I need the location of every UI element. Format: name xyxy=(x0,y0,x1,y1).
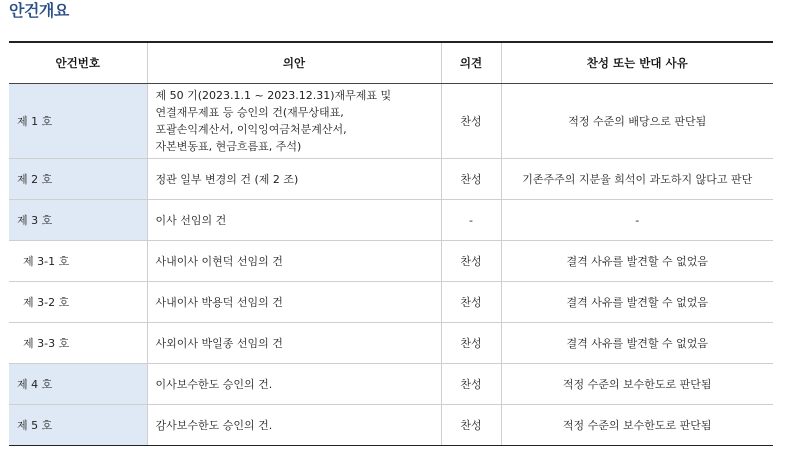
agenda-number: 제 1 호 xyxy=(9,84,147,159)
agenda-title-line: 연결재무제표 등 승인의 건(재무상태표, xyxy=(155,106,344,119)
header-agenda: 의안 xyxy=(147,42,441,84)
agenda-title: 사내이사 이현덕 선임의 건 xyxy=(147,241,441,282)
header-number: 안건번호 xyxy=(9,42,147,84)
agenda-opinion: 찬성 xyxy=(441,323,501,364)
agenda-title-line: 포괄손익계산서, 이익잉여금처분계산서, xyxy=(155,123,347,136)
agenda-title: 이사 선임의 건 xyxy=(147,200,441,241)
agenda-number: 제 3 호 xyxy=(9,200,147,241)
agenda-opinion: 찬성 xyxy=(441,364,501,405)
agenda-number: 제 2 호 xyxy=(9,159,147,200)
table-header-row xyxy=(9,42,773,84)
agenda-reason: 결격 사유를 발견할 수 없었음 xyxy=(501,323,773,364)
agenda-title: 이사보수한도 승인의 건. xyxy=(147,364,441,405)
header-opinion: 의견 xyxy=(441,42,501,84)
table-row-3-2 xyxy=(9,282,773,323)
agenda-opinion: 찬성 xyxy=(441,282,501,323)
agenda-table xyxy=(9,41,773,446)
agenda-number: 제 5 호 xyxy=(9,405,147,446)
agenda-title: 정관 일부 변경의 건 (제 2 조) xyxy=(147,159,441,200)
agenda-reason: - xyxy=(501,200,773,241)
agenda-reason: 적정 수준의 배당으로 판단됨 xyxy=(501,84,773,159)
agenda-title: 사내이사 박용덕 선임의 건 xyxy=(147,282,441,323)
agenda-opinion: 찬성 xyxy=(441,241,501,282)
table-row-4 xyxy=(9,364,773,405)
agenda-reason: 적정 수준의 보수한도로 판단됨 xyxy=(501,405,773,446)
agenda-number: 제 4 호 xyxy=(9,364,147,405)
agenda-opinion: 찬성 xyxy=(441,84,501,159)
agenda-reason: 적정 수준의 보수한도로 판단됨 xyxy=(501,364,773,405)
agenda-reason: 결격 사유를 발견할 수 없었음 xyxy=(501,241,773,282)
agenda-title xyxy=(147,84,441,159)
agenda-reason: 결격 사유를 발견할 수 없었음 xyxy=(501,282,773,323)
agenda-opinion: 찬성 xyxy=(441,159,501,200)
agenda-number: 제 3-1 호 xyxy=(9,241,147,282)
agenda-title: 사외이사 박일종 선임의 건 xyxy=(147,323,441,364)
table-row-3-1 xyxy=(9,241,773,282)
table-row-3-3 xyxy=(9,323,773,364)
agenda-number: 제 3-3 호 xyxy=(9,323,147,364)
table-row-5 xyxy=(9,405,773,446)
agenda-opinion: - xyxy=(441,200,501,241)
table-row-2 xyxy=(9,159,773,200)
table-row-3 xyxy=(9,200,773,241)
agenda-number: 제 3-2 호 xyxy=(9,282,147,323)
agenda-title-line: 자본변동표, 현금흐름표, 주석) xyxy=(155,140,302,153)
header-reason: 찬성 또는 반대 사유 xyxy=(501,42,773,84)
section-title: 안건개요 xyxy=(9,1,69,20)
agenda-title-line: 제 50 기(2023.1.1 ~ 2023.12.31)재무제표 및 xyxy=(155,89,392,102)
agenda-title: 감사보수한도 승인의 건. xyxy=(147,405,441,446)
table-row-1 xyxy=(9,84,773,159)
agenda-reason: 기존주주의 지분율 희석이 과도하지 않다고 판단 xyxy=(501,159,773,200)
agenda-opinion: 찬성 xyxy=(441,405,501,446)
